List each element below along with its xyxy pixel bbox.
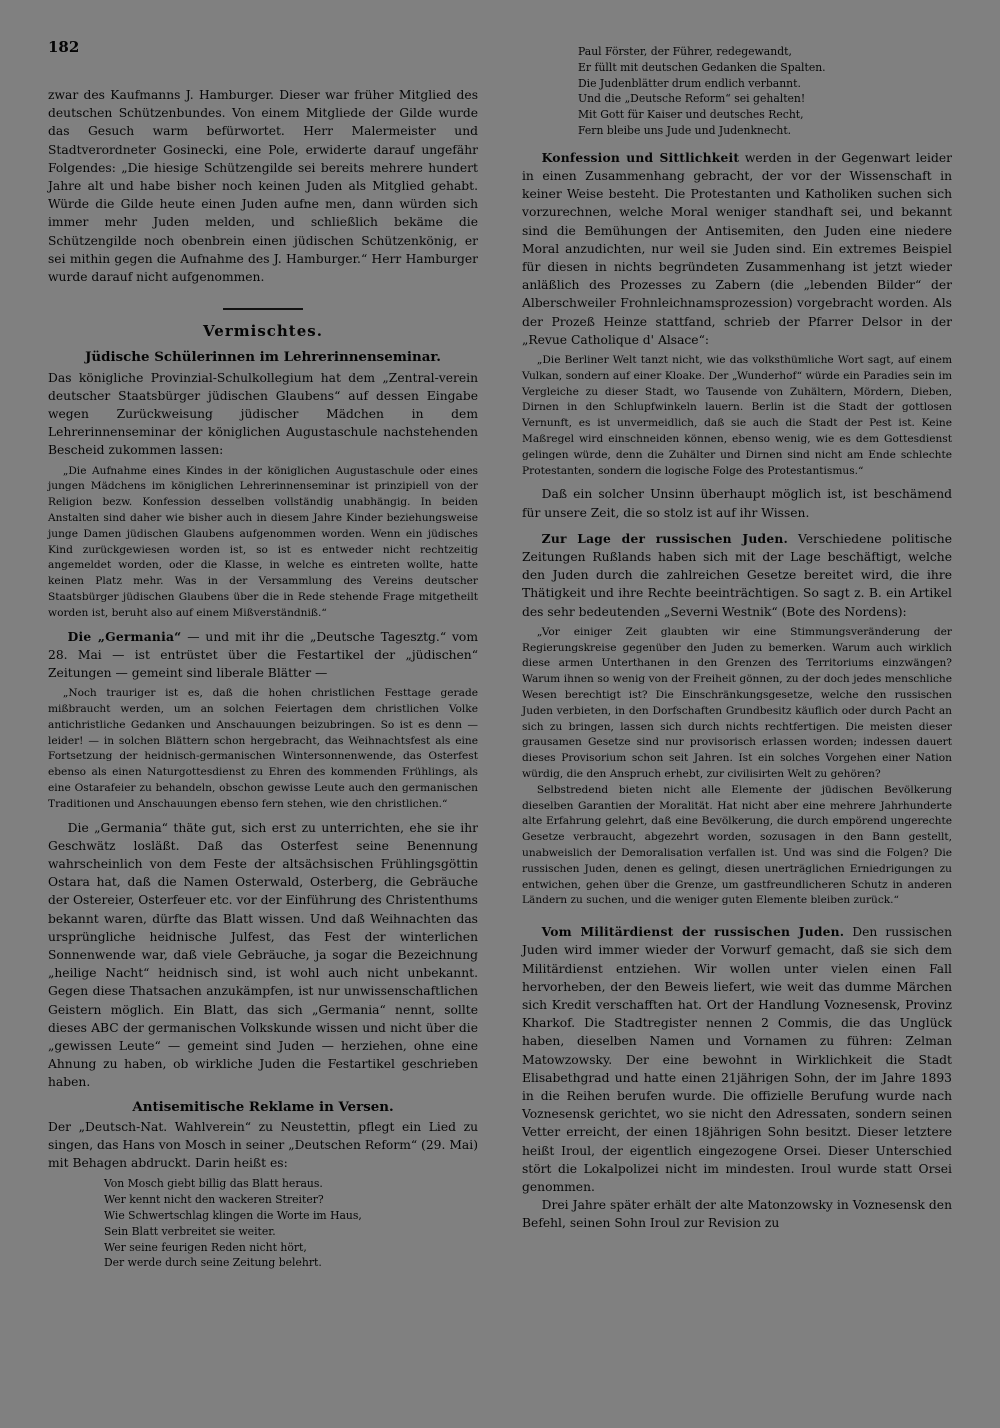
quote-text: „Vor einiger Zeit glaubten wir eine Stimmungsveränderung der Regierungskreise gegenüber den Juden zu bemerken. Warum auch wirklich diese armen Unterthanen in den Grenzen des Territoriums einzwängen? Warum ihnen so wenig von der Freiheit gönnen, zu der doch jedes menschliche Wesen berechtigt ist? Die Einschränkungsgesetze, welche den russischen Juden verbieten, in den Dorfschaften Grundbesitz käuflich oder durch Pacht an sich zu bringen, lassen sich durch nichts rechtfertigen. Die meisten dieser grausamen Gesetze sind nur provisorisch erlassen worden; indessen dauert dieses Provisorium schon seit Jahren. Ist ein solches Vorgehen einer Nation würdig, die den Anspruch erhebt, zur civilisirten Welt zu gehören? — [522, 625, 952, 780]
quote-text: „Die Berliner Welt tanzt nicht, wie das volksthümliche Wort sagt, auf einem Vulkan, sondern auf einer Kloake. Der „Wunderhof“ würde ein Paradies sein im Vergleiche zu dieser Stadt, wo Tausende von Zuhältern, Mördern, Dieben, Dirnen in den Schlupfwinkeln lauern. Berlin ist die Stadt der gottlosen Vernunft, es ist unvermeidlich, daß sie auch die Stadt der Pest ist. Keine Maßregel wird einschneiden können, ebenso wenig, wie es dem Gottesdienst gelingen würde, denn die Zuhälter und Dirnen sind nicht am Ende schlechte Protestanten, sondern die logische Folge des Protestantismus.“ — [522, 354, 952, 477]
verse-line: Sein Blatt verbreitet sie weiter. — [104, 1224, 276, 1238]
article-text-konfession: werden in der Gegenwart leider in einen Zusammenhang gebracht, der vor der Wissenschaft in keiner Weise besteht. Die Protestanten und Katholiken suchen sich vorzurechnen, welche Moral weniger standhaft sei, und bekannt sind die Bemühungen der Antisemiten, den Juden eine niedere Moral anzudichten, nur weil sie Juden sind. Ein extremes Beispiel für diesen in nichts begründeten Zusammenhang ist jetzt wieder anläßlich des Prozesses zu Zabern (die „lebenden Bilder“ der Alberschweiler Frohnleichnamsprozession) vorgebracht worden. Als der Prozeß Heinze stattfand, schrieb der Pfarrer Delsor in der „Revue Catholique d' Alsace“: — [522, 150, 952, 347]
article-text-reklame: Der „Deutsch-Nat. Wahlverein“ zu Neustettin, pflegt ein Lied zu singen, das Hans von Mosch in seiner „Deutschen Reform“ (29. Mai) mit Behagen abdruckt. Darin heißt es: — [48, 1119, 478, 1171]
right-column — [522, 45, 952, 1233]
verse-line: Wie Schwertschlag klingen die Worte im Haus, — [104, 1209, 362, 1223]
left-column — [48, 86, 478, 1281]
article-militaerdienst — [522, 923, 952, 1196]
verse-line: Paul Förster, der Führer, redegewandt, — [578, 45, 792, 58]
spacer — [522, 522, 952, 530]
article-title-reklame: Antisemitische Reklame in Versen. — [132, 1098, 394, 1115]
quote-revue — [522, 353, 952, 479]
article-head-germania: Die „Germania“ — [67, 628, 182, 644]
quote-text: „Die Aufnahme eines Kindes in der königlichen Augustaschule oder eines jungen Mädchens im königlichen Lehrerinnenseminar ist prinzipiell von der Religion bezw. Konfession desselben vollständig unabhängig. In beiden Anstalten sind daher wie bisher auch in diesem Jahre Kinder beziehungsweise junge Damen jüdischen Glaubens aufgenommen worden. Wenn ein jüdisches Kind zurückgewiesen worden ist, so ist es entweder nicht rechtzeitig angemeldet worden, oder die Klasse, in welche es eintreten wollte, hatte keinen Platz mehr. Was in der Versammlung des Vereins deutscher Staatsbürger jüdischen Glaubens über die in Rede stehende Frage mitgetheilt worden ist, beruht also auf einem Mißverständniß.“ — [48, 464, 478, 619]
quote-germania — [48, 686, 478, 812]
article-konfession — [522, 149, 952, 349]
section-title: Vermischtes. — [203, 322, 323, 341]
intro-paragraph: zwar des Kaufmanns J. Hamburger. Dieser war früher Mitglied des deutschen Schützenbundes. Von einem Mitgliede der Gilde wurde das Gesuch warm befürwortet. Herr Malermeister und Stadtverordneter Gosinecki, eine Pole, erwiderte darauf ungefähr Folgendes: „Die hiesige Schützengilde sei bereits mehrere hundert Jahre alt und habe bisher noch keinen Juden als Mitglied gehabt. Würde die Gilde heute einen Juden aufne men, dann würden sich immer mehr Juden melden, und schließlich bekäme die Schützengilde noch obenbrein einen jüdischen Schützenkönig, er sei mithin gegen die Aufnahme des J. Hamburger.“ Herr Hamburger wurde darauf nicht aufgenommen. — [48, 88, 478, 285]
quote-schulkollegium — [48, 464, 478, 622]
quote-text: Selbstredend bieten nicht alle Elemente der jüdischen Bevölkerung dieselben Garantien der Moralität. Hat nicht aber eine mehrere Jahrhunderte alte Erfahrung gelehrt, daß eine Bevölkerung, die durch empörend ungerechte Gesetze verbraucht, abgezehrt worden, sozusagen in den Bann gestellt, unabweislich der Demoralisation verfallen ist. Und was sind die Folgen? Die russischen Juden, denen es gelingt, diesen unerträglichen Erniedrigungen zu entwichen, gehen über die Grenze, um gastfreundlicheren Schutz in anderen Ländern zu suchen, und die weniger guten Elemente bleiben zurück.“ — [522, 783, 952, 907]
verse-line: Wer seine feurigen Reden nicht hört, — [104, 1240, 307, 1254]
verse-line: Von Mosch giebt billig das Blatt heraus. — [104, 1177, 323, 1191]
verse-line: Fern bleibe uns Jude und Judenknecht. — [578, 123, 792, 137]
article-text-germania-2: Die „Germania“ thäte gut, sich erst zu unterrichten, ehe sie ihr Geschwätz losläßt. Daß das Osterfest seine Benennung wahrscheinlich von dem Feste der altsächsischen Frühlingsgöttin Ostara hat, daß die Namen Osterwald, Osterberg, die Gebräuche der Ostereier, Osterfeuer etc. vor der Einführung des Christenthums bekannt waren, dürfte das Blatt wissen. Und daß Weihnachten das ursprüngliche heidnische Julfest, das Fest der winterlichen Sonnenwende war, daß viele Gebräuche, ja sogar die Bezeichnung „heilige Nacht“ heidnisch sind, ist wohl auch nicht unbekannt. Gegen diese Thatsachen anzukämpfen, ist nur unwissenschaftlichen Geistern möglich. Ein Blatt, das sich „Germania“ nennt, sollte dieses ABC der germanischen Volkskunde wissen und nicht über die „gewissen Leute“ — gemeint sind Juden — herziehen, ohne eine Ahnung zu haben, ob wirkliche Juden die Festartikel geschrieben haben. — [48, 820, 478, 1090]
article-head-militaerdienst: Vom Militärdienst der russischen Juden. — [541, 924, 845, 940]
article-text-germania: — und mit ihr die „Deutsche Tagesztg.“ vom 28. Mai — ist entrüstet über die Festartikel der „jüdischen“ Zeitungen — gemeint sind liberale Blätter — — [48, 629, 478, 681]
article-title-schuelerinnen: Jüdische Schülerinnen im Lehrerinnenseminar. — [85, 349, 441, 366]
verse-line: Er füllt mit deutschen Gedanken die Spalten. — [578, 60, 826, 74]
article-germania — [48, 628, 478, 683]
verse-line: Wer kennt nicht den wackeren Streiter? — [104, 1193, 324, 1207]
section-divider — [223, 308, 303, 310]
article-head-russische-juden: Zur Lage der russischen Juden. — [541, 530, 788, 546]
article-text-konfession-2: Daß ein solcher Unsinn überhaupt möglich ist, ist beschämend für unsere Zeit, die so stolz ist auf ihr Wissen. — [522, 487, 952, 520]
verse-block-1 — [104, 1176, 478, 1271]
quote-text: „Noch trauriger ist es, daß die hohen christlichen Festtage gerade mißbraucht werden, um an solchen Feiertagen dem christlichen Volke antichristliche Gedanken und Anschauungen beizubringen. So ist es denn — leider! — in solchen Blättern schon hergebracht, das Weihnachtsfest als eine Fortsetzung der heidnisch-germanischen Wintersonnenwende, das Osterfest ebenso als einen Naturgottesdienst zu Ehren des kommenden Frühlings, als eine Ostarafeier zu behandeln, obschon gewisse Leute auch den germanischen Traditionen und Anschauungen ebenso fern stehen, wie den christlichen.“ — [48, 687, 478, 810]
verse-line: Die Judenblätter drum endlich verbannt. — [578, 76, 801, 90]
verse-line: Und die „Deutsche Reform“ sei gehalten! — [578, 92, 806, 106]
quote-severni-westnik — [522, 625, 952, 909]
article-text-schuelerinnen: Das königliche Provinzial-Schulkollegium hat dem „Zentral-verein deutscher Staatsbürger jüdischen Glaubens“ auf dessen Eingabe wegen Zurückweisung jüdischer Mädchen in dem Lehrerinnenseminar der königlichen Augustaschule nachstehenden Bescheid zukommen lassen: — [48, 370, 478, 458]
spacer — [522, 915, 952, 923]
article-text-militaerdienst: Den russischen Juden wird immer wieder der Vorwurf gemacht, daß sie sich dem Militärdienst entziehen. Wir wollen unter vielen einen Fall hervorheben, der den Beweis liefert, wie weit das dumme Märchen sich Kredit verschafften hat. Ort der Handlung Voznesensk, Provinz Kharkof. Die Stadtregister nennen 2 Commis, die das Unglück haben, dieselben Namen und Vornamen zu führen: Zelman Matowzowsky. Der eine bewohnt in Wirklichkeit die Stadt Elisabethgrad und hatte einen 21jährigen Sohn, der im Jahre 1893 in die Reihen berufen wurde. Die offizielle Berufung wurde nach Voznesensk gerichtet, wo sie nicht den Adressaten, sondern seinen Vetter erreicht, der einen 18jährigen Sohn besitzt. Dieser letztere heißt Iroul, der eigentlich eingezogene Orsei. Dieser Unterschied stört die Lokalpolizei nicht im mindesten. Iroul wurde statt Orsei genommen. — [522, 925, 952, 1194]
verse-line: Der werde durch seine Zeitung belehrt. — [104, 1256, 322, 1270]
verse-block-2 — [578, 44, 952, 139]
verse-line: Mit Gott für Kaiser und deutsches Recht, — [578, 108, 804, 122]
article-text-russische-juden: Verschiedene politische Zeitungen Rußlands haben sich mit der Lage beschäftigt, welche den Juden durch die zahlreichen Gesetze bereitet wird, die ihre Thätigkeit und ihre Rechte beeinträchtigen. So sagt z. B. ein Artikel des sehr bedeutenden „Severni Westnik“ (Bote des Nordens): — [522, 531, 952, 619]
article-russische-juden — [522, 530, 952, 621]
page-number: 182 — [48, 38, 80, 56]
article-text-militaerdienst-2: Drei Jahre später erhält der alte Matonzowsky in Voznesensk den Befehl, seinen Sohn Iroul zur Revision zu — [522, 1198, 952, 1231]
article-head-konfession: Konfession und Sittlichkeit — [541, 149, 740, 165]
